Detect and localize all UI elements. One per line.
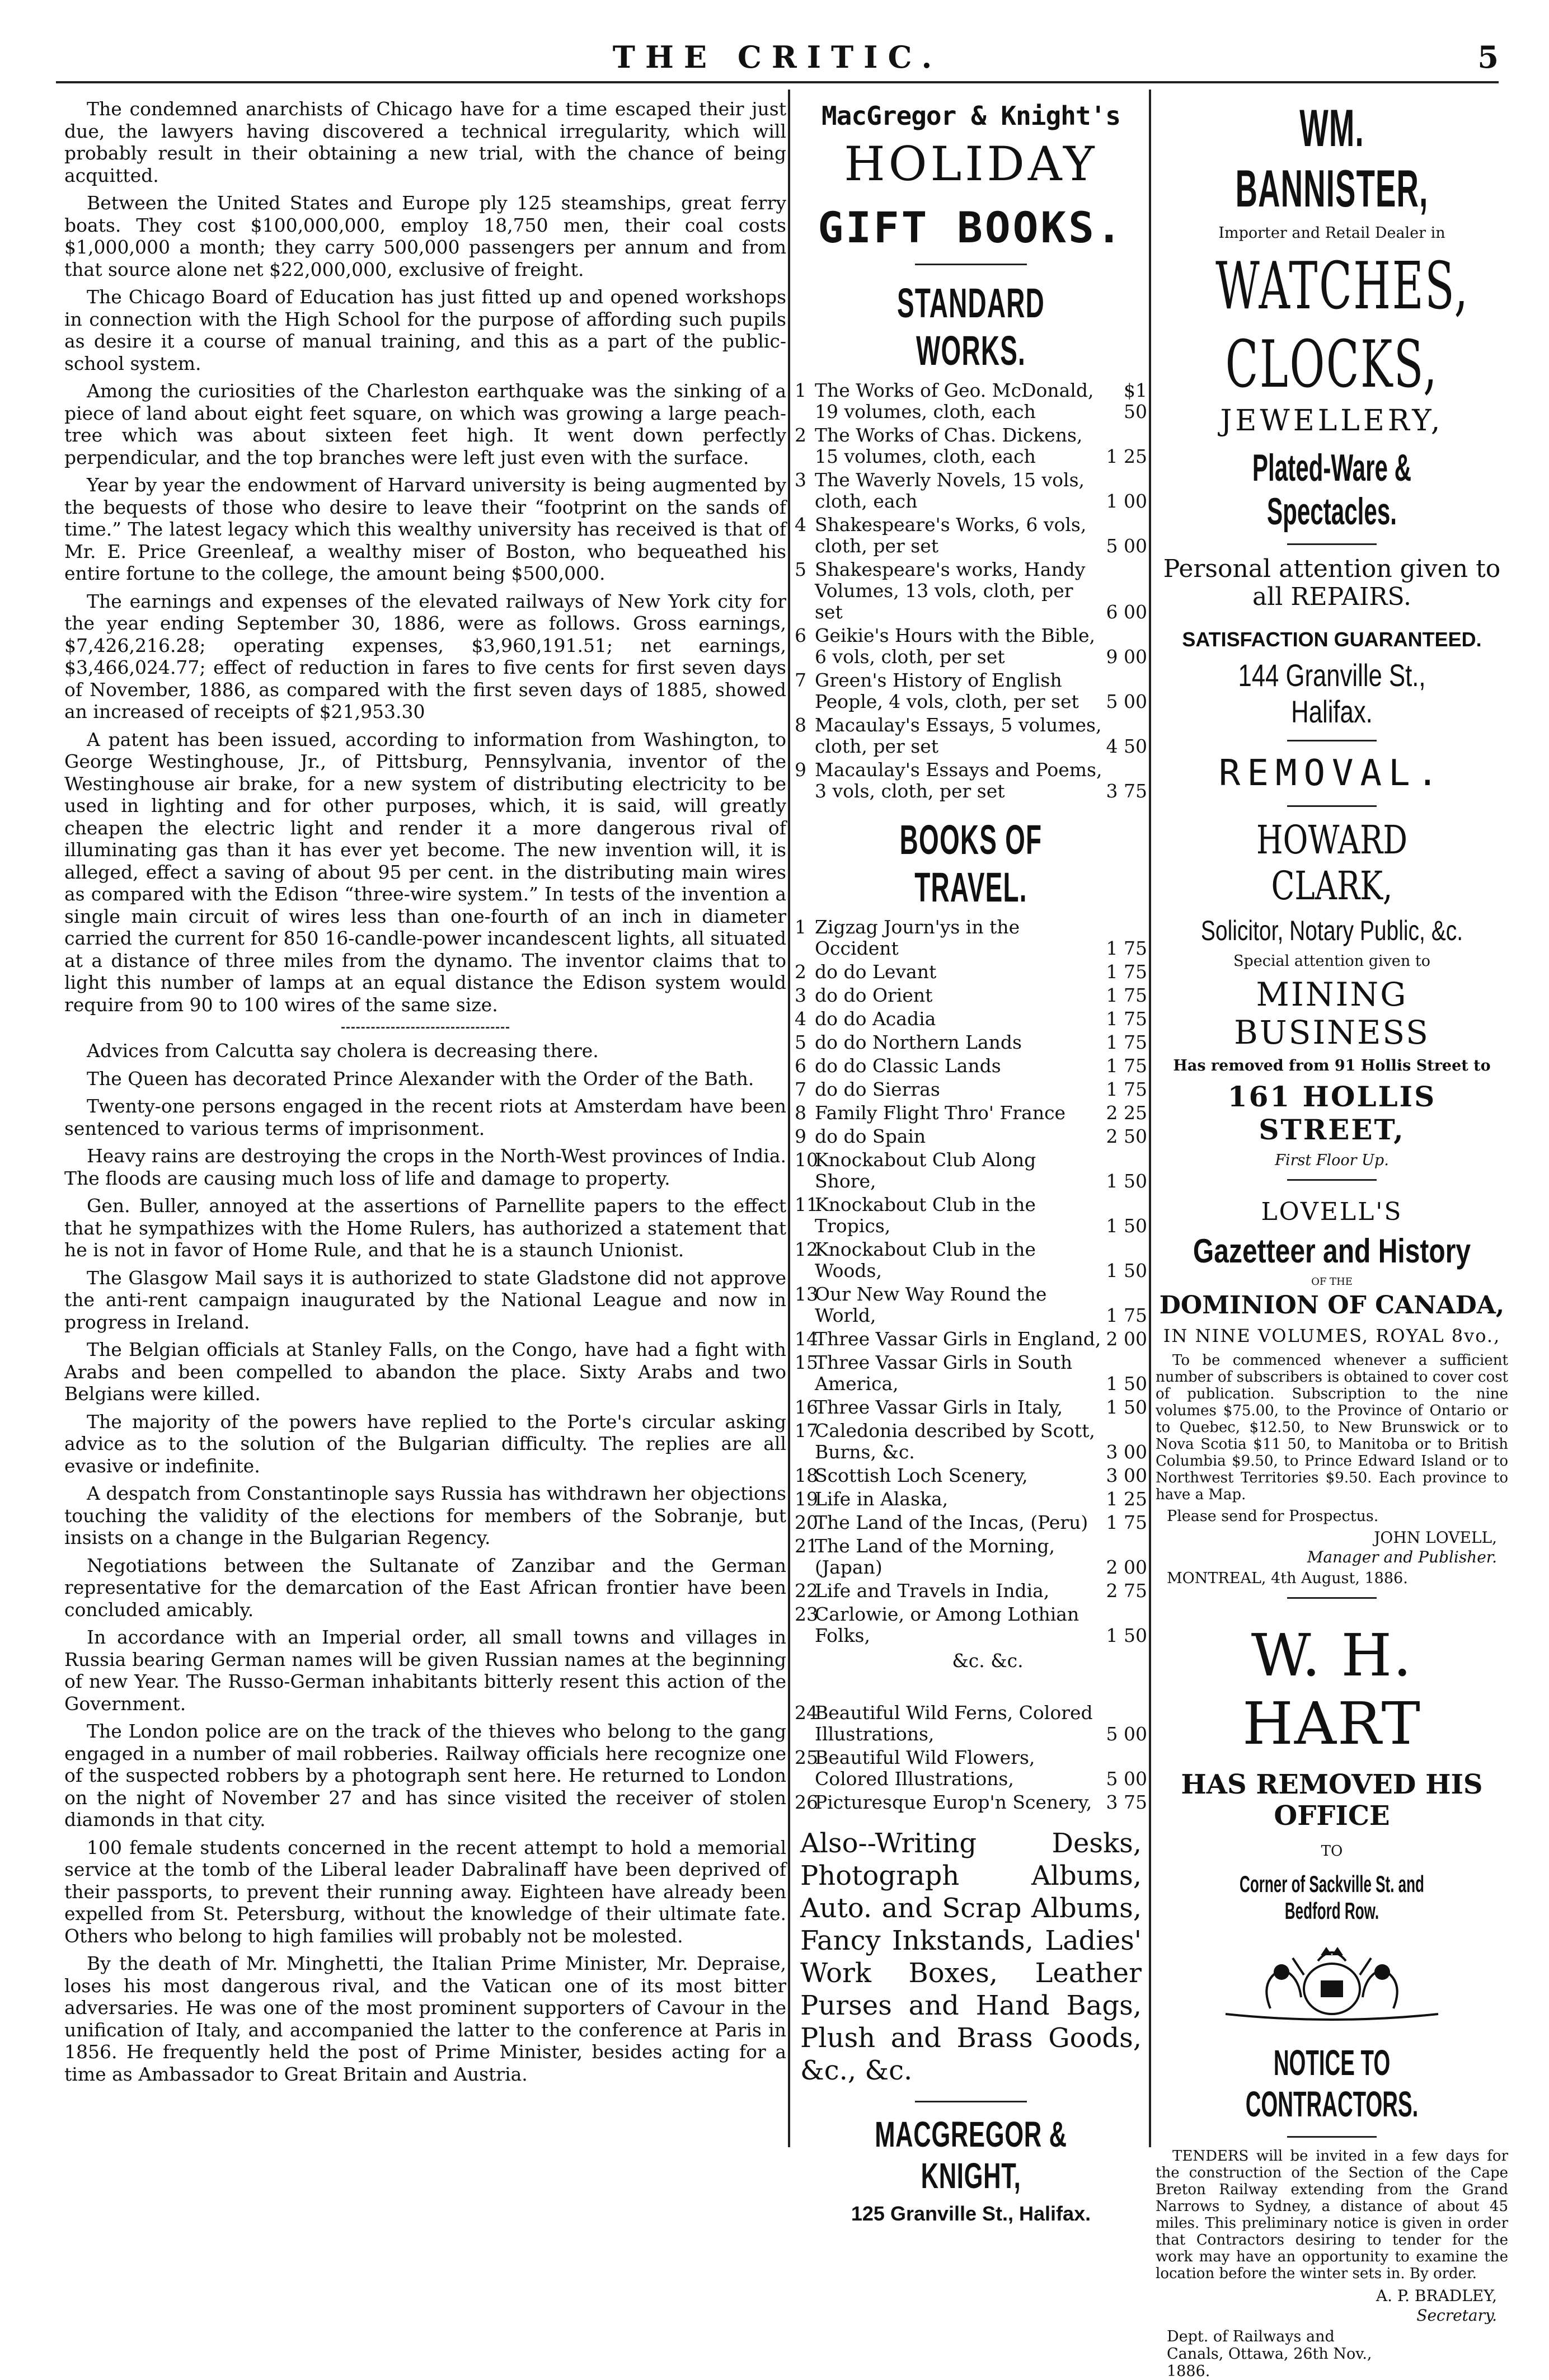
book-title: Beautiful Wild Ferns, Colored Illustrations, (815, 1702, 1093, 1745)
book-listing (795, 559, 1147, 623)
news-paragraph: In accordance with an Imperial order, all small towns and villages in Russia bearing German names will be given Russian names at the beginning of new Year. The Russo-German inhabitants bitterly resent this action of the Government. (64, 1626, 786, 1715)
jewellery-heading: JEWELLERY, (1220, 404, 1444, 438)
book-number: 9 (795, 1125, 806, 1147)
book-number: 6 (795, 625, 806, 646)
also-stationery-text: Also--Writing Desks, Photograph Albums, Auto. and Scrap Albums, Fancy Inkstands, Ladies' Work Boxes, Leather Purses and Hand Bags, Plush and Brass Goods, &c., &c. (800, 1828, 1142, 2086)
book-listing (795, 1284, 1147, 1326)
book-title: Beautiful Wild Flowers, Colored Illustrations, (815, 1747, 1035, 1790)
book-number: 5 (795, 1031, 806, 1053)
book-title: Scottish Loch Scenery, (815, 1464, 1028, 1486)
book-title: Green's History of English People, 4 vols, cloth, per set (815, 669, 1079, 712)
book-number: 7 (795, 1078, 806, 1100)
news-paragraph: Between the United States and Europe ply 125 steamships, great ferry boats. They cost $100,000,000, employ 18,750 men, their coal costs $1,000,000 a month; they carry 500,000 passengers per annum and from that source alone net $22,000,000, exclusive of freight. (64, 192, 786, 280)
book-number: 22 (795, 1580, 818, 1602)
news-paragraph: The condemned anarchists of Chicago have for a time escaped their just due, the lawyers having discovered a technical irregularity, which will probably result in their obtaining a new trial, with the chance of being acquitted. (64, 98, 786, 186)
advertisements-column (1156, 98, 1508, 2380)
john-lovell-name: JOHN LOVELL, (1374, 1528, 1497, 1547)
book-title: Life in Alaska, (815, 1488, 949, 1510)
book-listing (795, 1079, 1147, 1100)
macgregor-address: 125 Granville St., Halifax. (851, 2202, 1091, 2225)
book-number: 25 (795, 1747, 818, 1768)
book-number: 3 (795, 984, 806, 1006)
book-number: 9 (795, 759, 806, 781)
book-price: 1 50 (1106, 1170, 1147, 1192)
book-price: 1 75 (1106, 1008, 1147, 1030)
book-listing (795, 1126, 1147, 1147)
book-price: 2 00 (1106, 1328, 1147, 1350)
book-number: 8 (795, 714, 806, 736)
book-listing (795, 514, 1147, 557)
hart-removed-line: HAS REMOVED HIS OFFICE (1181, 1769, 1483, 1832)
clocks-heading: CLOCKS, (1225, 327, 1439, 402)
book-number: 2 (795, 424, 806, 446)
standard-works-heading: STANDARD WORKS. (897, 280, 1045, 374)
book-price: 9 00 (1106, 646, 1147, 668)
notice-to-contractors-heading: NOTICE TO CONTRACTORS. (1245, 2043, 1419, 2124)
book-listing (795, 1239, 1147, 1281)
column-rule (788, 90, 790, 2147)
book-price: 3 75 (1106, 780, 1147, 802)
book-listing (795, 1580, 1147, 1602)
book-title: Knockabout Club in the Woods, (815, 1238, 1036, 1281)
solicitor-line: Solicitor, Notary Public, &c. (1200, 915, 1463, 946)
book-listing (795, 1604, 1147, 1646)
news-paragraph: Gen. Buller, annoyed at the assertions of Parnellite papers to the effect that he sympathizes with the Home Rulers, has authorized a statement that he is not in favor of Home Rule, and that he is a staunch Unionist. (64, 1195, 786, 1261)
book-listing (795, 1489, 1147, 1510)
book-listing (795, 1702, 1147, 1745)
book-title: do do Orient (815, 984, 933, 1006)
news-items-top (64, 98, 786, 1016)
divider (1287, 1179, 1377, 1181)
divider (1287, 1597, 1377, 1599)
book-title: do do Northern Lands (815, 1031, 1022, 1053)
divider (1287, 805, 1377, 807)
news-paragraph: A patent has been issued, according to information from Washington, to George Westinghouse, Jr., of Pittsburg, Pennsylvania, inventor of the Westinghouse air brake, for a new system of distributing electricity to be used in lighting and for other purposes, which, it is said, will greatly cheapen the electric light and render it a more dangerous rival of illuminating gas than it has ever yet become. The new invention will, it is alleged, effect a saving of about 95 per cent. in the distributing main wires as compared with the Edison “three-wire system.” In tests of the invention a single main circuit of wires less than one-fourth of an inch in diameter carried the current for 850 16-candle-power incandescent lights, all situated at a distance of three miles from the dynamo. The inventor claims that to light this number of lamps at an equal distance the Edison system would require from 90 to 100 wires of the same size. (64, 728, 786, 1016)
book-title: Macaulay's Essays and Poems, 3 vols, cloth, per set (815, 759, 1102, 802)
book-title: Carlowie, or Among Lothian Folks, (815, 1603, 1079, 1646)
book-price: 4 50 (1106, 735, 1147, 757)
bannister-address: 144 Granville St., Halifax. (1238, 658, 1426, 729)
book-title: Caledonia described by Scott, Burns, &c. (815, 1420, 1095, 1463)
book-listing (795, 917, 1147, 959)
book-number: 1 (795, 916, 806, 938)
book-price: 1 75 (1106, 984, 1147, 1006)
gift-books-heading: GIFT BOOKS. (818, 203, 1124, 252)
first-floor-line: First Floor Up. (1275, 1152, 1389, 1169)
book-price: 1 50 (1106, 1215, 1147, 1237)
book-listing (795, 1792, 1147, 1813)
book-title: Picturesque Europ'n Scenery, (815, 1791, 1092, 1813)
book-price: 1 50 (1106, 1625, 1147, 1646)
book-price: 6 00 (1106, 601, 1147, 623)
book-number: 23 (795, 1603, 818, 1625)
book-price: 3 75 (1106, 1791, 1147, 1813)
book-listing (795, 380, 1147, 423)
book-listing (795, 425, 1147, 467)
book-title: do do Acadia (815, 1008, 936, 1030)
divider (915, 264, 1027, 265)
book-price: 5 00 (1106, 1723, 1147, 1745)
book-number: 26 (795, 1791, 818, 1813)
book-title: do do Classic Lands (815, 1055, 1001, 1077)
book-price: 1 75 (1106, 1055, 1147, 1077)
publisher-name: MacGregor & Knight's (822, 101, 1120, 131)
book-listing (795, 1194, 1147, 1237)
book-price: 2 75 (1106, 1580, 1147, 1602)
importer-line: Importer and Retail Dealer in (1218, 224, 1445, 242)
divider (915, 2101, 1027, 2102)
book-number: 3 (795, 469, 806, 491)
book-title: Family Flight Thro' France (815, 1102, 1066, 1124)
special-attention-line: Special attention given to (1233, 952, 1430, 970)
divider (1287, 2136, 1377, 2138)
prospectus-line: Please send for Prospectus. (1167, 1508, 1379, 1525)
book-listing (795, 1465, 1147, 1486)
book-number: 14 (795, 1328, 818, 1350)
bannister-name: WM. BANNISTER, (1235, 98, 1429, 218)
hart-name: W. H. HART (1242, 1621, 1421, 1758)
divider (1287, 740, 1377, 741)
book-number: 1 (795, 379, 806, 401)
book-listing (795, 1352, 1147, 1395)
book-listing (795, 670, 1147, 712)
book-price: 1 75 (1106, 961, 1147, 983)
corner-address: Corner of Sackville St. and Bedford Row. (1240, 1871, 1424, 1924)
book-title: Life and Travels in India, (815, 1580, 1050, 1602)
macgregor-knight-signature: MACGREGOR & KNIGHT, (875, 2114, 1067, 2196)
news-paragraph: Negotiations between the Sultanate of Zanzibar and the German representative for the demarcation of the East African frontier have been concluded amicably. (64, 1554, 786, 1621)
news-paragraph: The Queen has decorated Prince Alexander with the Order of the Bath. (87, 1067, 754, 1090)
book-title: do do Levant (815, 961, 937, 983)
book-title: Macaulay's Essays, 5 volumes, cloth, per set (815, 714, 1102, 757)
book-price: 2 25 (1106, 1102, 1147, 1124)
book-listing (795, 1747, 1147, 1790)
to-line: TO (1321, 1843, 1343, 1860)
news-paragraph: A despatch from Constantinople says Russia has withdrawn her objections touching the validity of the elections for members of the Sobranje, but insists on a change in the Bulgarian Regency. (64, 1482, 786, 1548)
news-paragraph: 100 female students concerned in the recent attempt to hold a memorial service at the tomb of the Liberal leader Dabralinaff have been deprived of their passports, to prevent their running away. Eighteen have already been expelled from St. Petersburg, without the knowledge of their ultimate fate. Others who belong to high families will probably not be molested. (64, 1836, 786, 1947)
book-title: Three Vassar Girls in South America, (815, 1351, 1073, 1395)
book-price: 2 00 (1106, 1556, 1147, 1578)
howard-clark-name: HOWARD CLARK, (1256, 817, 1408, 909)
nine-volumes-line: IN NINE VOLUMES, ROYAL 8vo., (1163, 1325, 1501, 1346)
book-listing (795, 1397, 1147, 1418)
news-paragraph: Among the curiosities of the Charleston earthquake was the sinking of a piece of land about eight feet square, on which was growing a large peach-tree which was about sixteen feet high. It went down perfectly perpendicular, and the top branches were left just even with the surface. (64, 380, 786, 468)
page-number: 5 (1477, 39, 1499, 75)
book-number: 17 (795, 1420, 818, 1442)
illustrated-books-list (795, 1702, 1147, 1813)
book-title: The Waverly Novels, 15 vols, cloth, each (815, 469, 1085, 512)
book-price: 1 75 (1106, 937, 1147, 959)
repairs-note: Personal attention given to all REPAIRS. (1163, 555, 1501, 611)
news-paragraph: The Glasgow Mail says it is authorized to state Gladstone did not approve the anti-rent campaign inaugurated by the National League and now in progress in Ireland. (64, 1266, 786, 1333)
standard-works-list (795, 380, 1147, 802)
book-price: $1 50 (1124, 379, 1147, 423)
book-number: 16 (795, 1396, 818, 1418)
book-listing (795, 1055, 1147, 1077)
travel-books-list (795, 917, 1147, 1646)
book-listing (795, 715, 1147, 757)
page-header (56, 39, 1499, 83)
satisfaction-line: SATISFACTION GUARANTEED. (1182, 628, 1482, 651)
newspaper-title: THE CRITIC. (612, 39, 942, 75)
news-paragraph: The majority of the powers have replied to the Porte's circular asking advice as to the solution of the Bulgarian difficulty. The replies are all evasive or indefinite. (64, 1410, 786, 1477)
bradley-name: A. P. BRADLEY, (1376, 2287, 1497, 2305)
mining-business-heading: MINING BUSINESS (1234, 975, 1430, 1051)
book-title: The Land of the Morning, (Japan) (815, 1535, 1055, 1578)
book-title: Our New Way Round the World, (815, 1283, 1047, 1326)
book-listing (795, 1329, 1147, 1350)
book-number: 5 (795, 558, 806, 580)
book-title: Zigzag Journ'ys in the Occident (815, 916, 1020, 959)
book-price: 1 50 (1106, 1396, 1147, 1418)
book-listing (795, 759, 1147, 802)
news-paragraph: The Belgian officials at Stanley Falls, on the Congo, have had a fight with Arabs and been compelled to abandon the place. Sixty Arabs and two Belgians were killed. (64, 1339, 786, 1405)
lovell-subscription-text: To be commenced whenever a sufficient number of subscribers is obtained to cover cost of publication. Subscription to the nine volumes $75.00, to the Province of Ontario or to Quebec, $12.50, to New Brunswick or to Nova Scotia $11 50, to Manitoba or to British Columbia $9.50, to Prince Edward Island or to Northwest Territories $9.50. Each province to have a Map. (1156, 1352, 1508, 1503)
book-number: 2 (795, 961, 806, 983)
news-paragraph: Twenty-one persons engaged in the recent riots at Amsterdam have been sentenced to various terms of imprisonment. (64, 1095, 786, 1139)
news-paragraph: Heavy rains are destroying the crops in the North-West provinces of India. The floods are causing much loss of life and damage to property. (64, 1145, 786, 1189)
book-price: 1 75 (1106, 1304, 1147, 1326)
book-price: 1 25 (1106, 1488, 1147, 1510)
book-listing (795, 1149, 1147, 1192)
news-paragraph: Year by year the endowment of Harvard university is being augmented by the bequests of those who desire to leave their “footprint on the sands of time.” The latest legacy which this wealthy university has received is that of Mr. E. Price Greenleaf, a wealthy miser of Boston, who bequeathed his entire fortune to the college, the amount being $500,000. (64, 474, 786, 584)
book-number: 24 (795, 1702, 818, 1724)
book-price: 5 00 (1106, 535, 1147, 557)
manager-line: Manager and Publisher. (1307, 1548, 1497, 1566)
book-title: The Land of the Incas, (Peru) (815, 1511, 1088, 1533)
book-price: 1 75 (1106, 1078, 1147, 1100)
book-listing (795, 985, 1147, 1006)
lovells-heading: LOVELL'S (1261, 1198, 1403, 1226)
book-number: 21 (795, 1535, 818, 1557)
news-paragraph: The earnings and expenses of the elevated railways of New York city for the year ending September 30, 1886, were as follows. Gross earnings, $7,426,216.28; operating expenses, $3,960,191.51; net earnings, $3,466,024.77; effect of reduction in fares to five cents for first seven days of November, 1886, as compared with the first seven days of 1885, showed an increased of receipts of $21,953.30 (64, 590, 786, 722)
book-title: do do Spain (815, 1125, 926, 1147)
book-price: 2 50 (1106, 1125, 1147, 1147)
book-title: do do Sierras (815, 1078, 940, 1100)
book-number: 10 (795, 1149, 818, 1171)
book-number: 15 (795, 1351, 818, 1373)
montreal-date: MONTREAL, 4th August, 1886. (1167, 1570, 1408, 1587)
book-number: 20 (795, 1511, 818, 1533)
hollis-street-address: 161 HOLLIS STREET, (1227, 1080, 1437, 1146)
plated-ware-heading: Plated-Ware & Spectacles. (1252, 447, 1412, 533)
book-number: 8 (795, 1102, 806, 1124)
book-listing (795, 1102, 1147, 1124)
book-number: 7 (795, 669, 806, 691)
book-number: 13 (795, 1283, 818, 1305)
book-price: 1 50 (1106, 1373, 1147, 1395)
macgregor-knight-ad (795, 98, 1147, 2225)
book-number: 4 (795, 514, 806, 536)
book-price: 1 00 (1106, 490, 1147, 512)
book-listing (795, 625, 1147, 668)
dominion-heading: DOMINION OF CANADA, (1159, 1291, 1505, 1320)
book-listing (795, 1032, 1147, 1053)
book-listing (795, 1420, 1147, 1463)
book-title: Knockabout Club Along Shore, (815, 1149, 1036, 1192)
gazetteer-heading: Gazetteer and History (1193, 1232, 1471, 1270)
news-paragraph: By the death of Mr. Minghetti, the Italian Prime Minister, Mr. Depraise, loses his most dangerous rival, and the Vatican one of its most bitter adversaries. He was one of the most prominent supporters of Cavour in the unification of Italy, and accompanied the latter to the conference at Paris in 1856. He frequently held the post of Prime Minister, besides acting for a time as Ambassador to Great Britain and Austria. (64, 1952, 786, 2085)
royal-arms-emblem (1214, 1941, 1449, 2025)
book-number: 12 (795, 1238, 818, 1260)
book-price: 5 00 (1106, 1768, 1147, 1790)
book-title: Three Vassar Girls in Italy, (815, 1396, 1063, 1418)
book-title: Three Vassar Girls in England, (815, 1328, 1101, 1350)
tenders-text: TENDERS will be invited in a few days for the construction of the Section of the Cape Breton Railway extending from the Grand Narrows to Sydney, a distance of about 45 miles. This preliminary notice is given in order that Contractors desiring to tender for the work may have an opportunity to examine the location before the winter sets in. By order. (1156, 2148, 1508, 2282)
book-price: 3 00 (1106, 1464, 1147, 1486)
book-title: Geikie's Hours with the Bible, 6 vols, cloth, per set (815, 625, 1095, 668)
book-number: 4 (795, 1008, 806, 1030)
holiday-heading: HOLIDAY (844, 137, 1098, 191)
book-price: 1 25 (1106, 445, 1147, 467)
book-number: 11 (795, 1194, 818, 1215)
book-listing (795, 1512, 1147, 1533)
book-title: Shakespeare's works, Handy Volumes, 13 vols, cloth, per set (815, 558, 1086, 623)
book-listing (795, 1008, 1147, 1030)
book-number: 18 (795, 1464, 818, 1486)
divider (1287, 543, 1377, 545)
book-title: Knockabout Club in the Tropics, (815, 1194, 1036, 1237)
book-price: 1 50 (1106, 1260, 1147, 1281)
book-price: 1 75 (1106, 1031, 1147, 1053)
book-price: 3 00 (1106, 1441, 1147, 1463)
book-title: The Works of Geo. McDonald, 19 volumes, cloth, each (815, 379, 1094, 423)
book-title: Shakespeare's Works, 6 vols, cloth, per set (815, 514, 1087, 557)
department-line: Dept. of Railways and Canals, Ottawa, 26th Nov., 1886. (1167, 2328, 1372, 2380)
book-listing (795, 961, 1147, 983)
book-number: 6 (795, 1055, 806, 1077)
book-title: The Works of Chas. Dickens, 15 volumes, cloth, each (815, 424, 1083, 467)
news-items-bottom (64, 1040, 786, 2085)
news-paragraph: Advices from Calcutta say cholera is decreasing there. (87, 1040, 599, 1062)
etc-line: &c. &c. (952, 1650, 1024, 1672)
book-number: 19 (795, 1488, 818, 1510)
books-of-travel-heading: BOOKS OF TRAVEL. (899, 816, 1043, 910)
news-paragraph: The London police are on the track of the thieves who belong to the gang engaged in a number of mail robberies. Railway officials here recognize one of the suspected robbers by a photograph sent here. He returned to London on the night of November 27 and has since visited the receiver of stolen diamonds in that city. (64, 1720, 786, 1830)
book-price: 1 75 (1106, 1511, 1147, 1533)
of-the-line: OF THE (1311, 1276, 1353, 1288)
news-column (64, 98, 786, 2124)
column-rule (1149, 90, 1151, 2147)
book-listing (795, 470, 1147, 512)
section-divider (341, 1027, 509, 1029)
book-price: 5 00 (1106, 691, 1147, 712)
watches-heading: WATCHES, (1215, 248, 1470, 324)
news-paragraph: The Chicago Board of Education has just fitted up and opened workshops in connection with the High School for the purpose of affording such pupils as desire it a course of manual training, and this as a part of the public-school system. (64, 286, 786, 374)
removal-heading: REMOVAL. (1218, 753, 1445, 794)
removed-from-line: Has removed from 91 Hollis Street to (1173, 1057, 1491, 1074)
book-listing (795, 1536, 1147, 1578)
secretary-line: Secretary. (1416, 2306, 1497, 2325)
